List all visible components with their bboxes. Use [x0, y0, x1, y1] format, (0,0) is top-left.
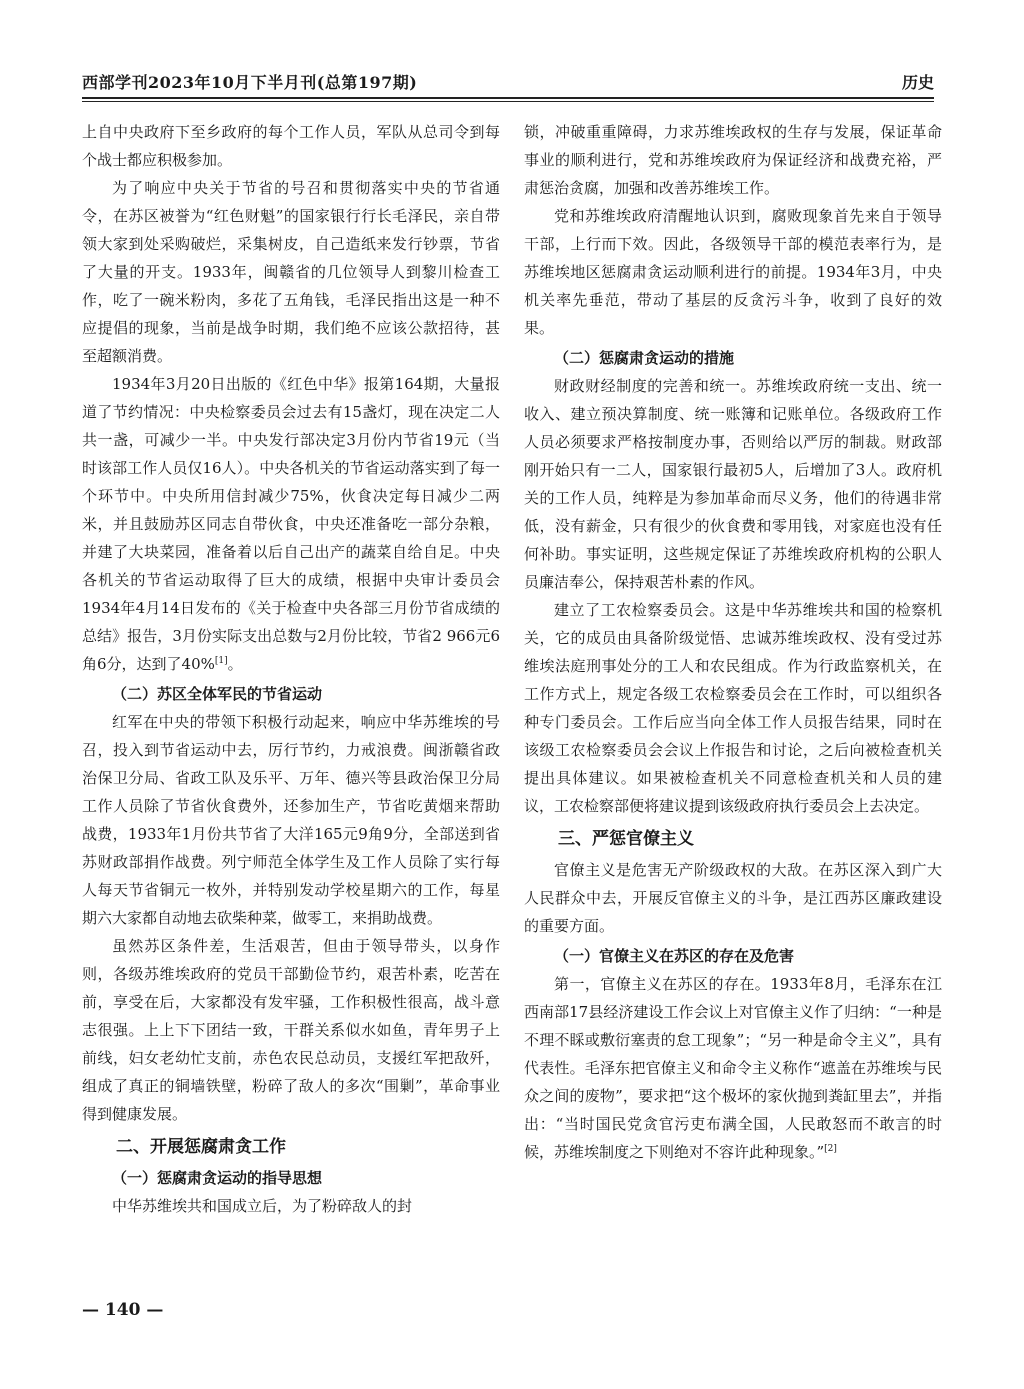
header-rule-thin	[82, 101, 934, 102]
subsection-heading: （二）惩腐肃贪运动的措施	[554, 349, 735, 367]
section-heading: 二、开展惩腐肃贪工作	[116, 1137, 286, 1157]
paragraph: 建立了工农检察委员会。这是中华苏维埃共和国的检察机关，它的成员由具备阶级觉悟、忠诚苏维埃政权、没有受过苏维埃法庭刑事处分的工人和农民组成。作为行政监察机关，在工作方式上，规定各级工农检察委员会在工作时，可以组织各种专门委员会。工作后应当向全体工作人员报告结果，同时在该级工农检察委员会会议上作报告和讨论，之后向被检查机关提出具体建议。如果被检查机关不同意检查机关和人员的建议，工农检察部便将建议提到该级政府执行委员会上去决定。	[524, 601, 942, 815]
left-column	[82, 118, 500, 1220]
journal-title: 西部学刊2023年10月下半月刊(总第197期)	[82, 73, 418, 92]
right-column	[524, 118, 942, 1166]
paragraph: 虽然苏区条件差，生活艰苦，但由于领导带头，以身作则，各级苏维埃政府的党员干部勤俭节约，艰苦朴素，吃苦在前，享受在后，大家都没有发牢骚，工作积极性很高，战斗意志很强。上上下下团结一致，干群关系似水如鱼，青年男子上前线，妇女老幼忙支前，赤色农民总动员，支援红军把敌歼，组成了真正的铜墙铁壁，粉碎了敌人的多次“围剿”，革命事业得到健康发展。	[82, 937, 500, 1123]
paragraph: 锁，冲破重重障碍，力求苏维埃政权的生存与发展，保证革命事业的顺利进行，党和苏维埃政府为保证经济和战费充裕，严肃惩治贪腐，加强和改善苏维埃工作。	[524, 123, 942, 197]
paragraph: 为了响应中央关于节省的号召和贯彻落实中央的节省通令，在苏区被誉为“红色财魁”的国家银行行长毛泽民，亲自带领大家到处采购破烂，采集树皮，自己造纸来发行钞票，节省了大量的开支。1933年，闽赣省的几位领导人到黎川检查工作，吃了一碗米粉肉，多花了五角钱，毛泽民指出这是一种不应提倡的现象，当前是战争时期，我们绝不应该公款招待，甚至超额消费。	[82, 179, 500, 365]
page-number: — 140 —	[82, 1300, 164, 1320]
subsection-heading: （一）官僚主义在苏区的存在及危害	[554, 947, 795, 965]
subsection-heading: （一）惩腐肃贪运动的指导思想	[112, 1169, 323, 1187]
paragraph: 上自中央政府下至乡政府的每个工作人员，军队从总司令到每个战士都应积极参加。	[82, 123, 500, 169]
section-label: 历史	[901, 73, 934, 92]
paragraph: 党和苏维埃政府清醒地认识到，腐败现象首先来自于领导干部，上行而下效。因此，各级领导干部的模范表率行为，是苏维埃地区惩腐肃贪运动顺利进行的前提。1934年3月，中央机关率先垂范，带动了基层的反贪污斗争，收到了良好的效果。	[524, 207, 942, 337]
paragraph: 中华苏维埃共和国成立后，为了粉碎敌人的封	[112, 1197, 413, 1215]
running-header	[82, 70, 934, 98]
header-rule	[82, 97, 934, 99]
citation-ref: [1]	[214, 656, 228, 666]
section-heading: 三、严惩官僚主义	[558, 829, 694, 849]
paragraph	[524, 970, 942, 1166]
paragraph	[82, 370, 500, 678]
paragraph: 红军在中央的带领下积极行动起来，响应中华苏维埃的号召，投入到节省运动中去，厉行节约，力戒浪费。闽浙赣省政治保卫分局、省政工队及乐平、万年、德兴等县政治保卫分局工作人员除了节省伙食费外，还参加生产，节省吃黄烟来帮助战费，1933年1月份共节省了大洋165元9角9分，全部送到省苏财政部捐作战费。列宁师范全体学生及工作人员除了实行每人每天节省铜元一枚外，并特别发动学校星期六的工作，每星期六大家都自动地去砍柴种菜，做零工，来捐助战费。	[82, 713, 500, 927]
subsection-heading: （二）苏区全体军民的节省运动	[112, 685, 323, 703]
paragraph: 官僚主义是危害无产阶级政权的大敌。在苏区深入到广大人民群众中去，开展反官僚主义的斗争，是江西苏区廉政建设的重要方面。	[524, 861, 942, 935]
paragraph: 财政财经制度的完善和统一。苏维埃政府统一支出、统一收入、建立预决算制度、统一账簿和记账单位。各级政府工作人员必须要求严格按制度办事，否则给以严厉的制裁。财政部刚开始只有一二人，国家银行最初5人，后增加了3人。政府机关的工作人员，纯粹是为参加革命而尽义务，他们的待遇非常低，没有薪金，只有很少的伙食费和零用钱，对家庭也没有任何补助。事实证明，这些规定保证了苏维埃政府机构的公职人员廉洁奉公，保持艰苦朴素的作风。	[524, 377, 942, 591]
citation-ref: [2]	[824, 1144, 837, 1154]
paragraph-text: 1934年3月20日出版的《红色中华》报第164期，大量报道了节约情况：中央检察委员会过去有15盏灯，现在决定二人共一盏，可减少一半。中央发行部决定3月份内节省19元（当时该部工作人员仅16人）。中央各机关的节省运动落实到了每一个环节中。中央所用信封减少75%，伙食决定每日减少二两米，并且鼓励苏区同志自带伙食，中央还准备吃一部分杂粮，并建了大块菜园，准备着以后自己出产的蔬菜自给自足。中央各机关的节省运动取得了巨大的成绩，根据中央审计委员会1934年4月14日发布的《关于检查中央各部三月份节省成绩的总结》报告，3月份实际支出总数与2月份比较，节省2 966元6角6分，达到了40%	[82, 375, 500, 673]
paragraph-text: 第一，官僚主义在苏区的存在。1933年8月，毛泽东在江西南部17县经济建设工作会议上对官僚主义作了归纳：“一种是不理不睬或敷衍塞责的怠工现象”；“另一种是命令主义”，具有代表性。毛泽东把官僚主义和命令主义称作“遮盖在苏维埃与民众之间的废物”，要求把“这个极坏的家伙抛到粪缸里去”，并指出：“当时国民党贪官污吏布满全国，人民敢怒而不敢言的时候，苏维埃制度之下则绝对不容许此种现象。”	[524, 975, 942, 1161]
paragraph-end: 。	[227, 655, 243, 673]
